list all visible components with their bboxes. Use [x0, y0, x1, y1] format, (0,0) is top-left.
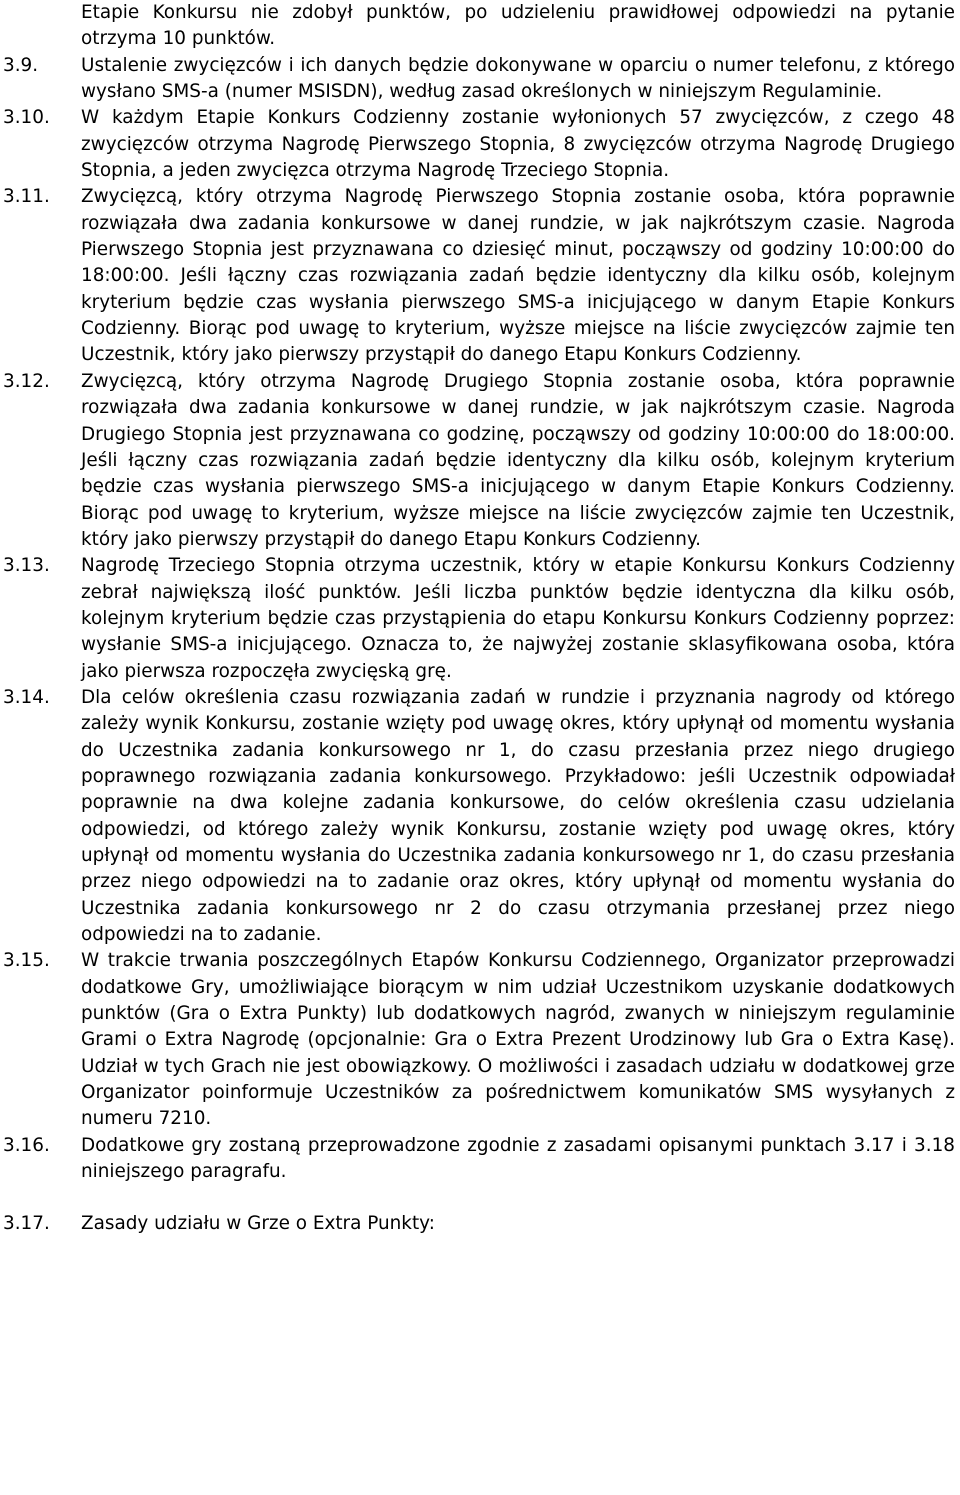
- section-text: Nagrodę Trzeciego Stopnia otrzyma uczestnik, który w etapie Konkursu Konkurs Codzienny zebrał największą ilość punktów. Jeśli liczba punktów będzie identyczna dla kilku osób, kolejnym kryterium będzie czas przystąpienia do etapu Konkursu Konkurs Codzienny poprzez: wysłanie SMS-a inicjującego. Oznacza to, że najwyżej zostanie sklasyfikowana osoba, która jako pierwsza rozpoczęła zwycięską grę.: [81, 555, 955, 682]
- section-number: 3.16.: [3, 1134, 50, 1156]
- paragraph-3-14: [0, 685, 955, 948]
- section-number: 3.10.: [3, 107, 50, 129]
- section-number: 3.12.: [3, 370, 50, 392]
- paragraph-3-10: [0, 105, 955, 184]
- section-number: 3.11.: [3, 186, 50, 208]
- paragraph-3-15: [0, 948, 955, 1132]
- section-number: 3.13.: [3, 555, 50, 577]
- section-text: Ustalenie zwycięzców i ich danych będzie dokonywane w oparciu o numer telefonu, z którego wysłano SMS-a (numer MSISDN), według zasad określonych w niniejszym Regulaminie.: [81, 54, 955, 103]
- section-number: 3.17.: [3, 1213, 50, 1235]
- paragraph-3-17: [0, 1211, 955, 1237]
- section-text: Zasady udziału w Grze o Extra Punkty:: [81, 1213, 435, 1235]
- paragraph-3-13: [0, 553, 955, 685]
- paragraph-3-11: [0, 184, 955, 368]
- section-number: 3.14.: [3, 686, 50, 708]
- blank-line: [0, 1185, 960, 1211]
- section-number: 3.9.: [3, 54, 39, 76]
- paragraph-3-9: [0, 53, 955, 106]
- section-text: Dla celów określenia czasu rozwiązania zadań w rundzie i przyznania nagrody od którego zależy wynik Konkursu, zostanie wzięty pod uwagę okres, który upłynął od momentu wysłania do Uczestnika zadania konkursowego nr 1, do czasu przesłania przez niego drugiego poprawnego rozwiązania zadania konkursowego. Przykładowo: jeśli Uczestnik odpowiadał poprawnie na dwa kolejne zadania konkursowe, do celów określenia czasu udzielania odpowiedzi, od którego zależy wynik Konkursu, zostanie wzięty pod uwagę okres, który upłynął od momentu wysłania do Uczestnika zadania konkursowego nr 1, do czasu przesłania przez niego odpowiedzi na to zadanie oraz okres, który upłynął od momentu wysłania do Uczestnika zadania konkursowego nr 2 do czasu otrzymania przesłanej przez niego odpowiedzi na to zadanie.: [81, 686, 955, 946]
- section-text: Dodatkowe gry zostaną przeprowadzone zgodnie z zasadami opisanymi punktach 3.17 i 3.18 niniejszego paragrafu.: [81, 1134, 955, 1183]
- paragraph-continuation: [0, 0, 955, 53]
- section-text: Zwycięzcą, który otrzyma Nagrodę Pierwszego Stopnia zostanie osoba, która poprawnie rozwiązała dwa zadania konkursowe w danej rundzie, w jak najkrótszym czasie. Nagroda Pierwszego Stopnia jest przyznawana co dziesięć minut, począwszy od godziny 10:00:00 do 18:00:00. Jeśli łączny czas rozwiązania zadań będzie identyczny dla kilku osób, kolejnym kryterium będzie czas wysłania pierwszego SMS-a inicjującego w danym Etapie Konkurs Codzienny. Biorąc pod uwagę to kryterium, wyższe miejsce na liście zwycięzców zajmie ten Uczestnik, który jako pierwszy przystąpił do danego Etapu Konkurs Codzienny.: [81, 186, 955, 366]
- paragraph-3-12: [0, 369, 955, 553]
- section-text: Etapie Konkursu nie zdobył punktów, po udzieleniu prawidłowej odpowiedzi na pytanie otrzyma 10 punktów.: [81, 2, 955, 50]
- paragraph-3-16: [0, 1133, 955, 1186]
- section-text: W trakcie trwania poszczególnych Etapów Konkursu Codziennego, Organizator przeprowadzi dodatkowe Gry, umożliwiające biorącym w nim udział Uczestnikom uzyskanie dodatkowych punktów (Gra o Extra Punkty) lub dodatkowych nagród, zwanych w niniejszym regulaminie Grami o Extra Nagrodę (opcjonalnie: Gra o Extra Prezent Urodzinowy lub Gra o Extra Kasę). Udział w tych Grach nie jest obowiązkowy. O możliwości i zasadach udziału w dodatkowej grze Organizator poinformuje Uczestników za pośrednictwem komunikatów SMS wysyłanych z numeru 7210.: [81, 950, 955, 1130]
- section-text: W każdym Etapie Konkurs Codzienny zostanie wyłonionych 57 zwycięzców, z czego 48 zwycięzców otrzyma Nagrodę Pierwszego Stopnia, 8 zwycięzców otrzyma Nagrodę Drugiego Stopnia, a jeden zwycięzca otrzyma Nagrodę Trzeciego Stopnia.: [81, 107, 955, 182]
- section-number: 3.15.: [3, 950, 50, 972]
- section-text: Zwycięzcą, który otrzyma Nagrodę Drugiego Stopnia zostanie osoba, która poprawnie rozwiązała dwa zadania konkursowe w danej rundzie, w jak najkrótszym czasie. Nagroda Drugiego Stopnia jest przyznawana co godzinę, począwszy od godziny 10:00:00 do 18:00:00. Jeśli łączny czas rozwiązania zadań będzie identyczny dla kilku osób, kolejnym kryterium będzie czas wysłania pierwszego SMS-a inicjującego w danym Etapie Konkurs Codzienny. Biorąc pod uwagę to kryterium, wyższe miejsce na liście zwycięzców zajmie ten Uczestnik, który jako pierwszy przystąpił do danego Etapu Konkurs Codzienny.: [81, 370, 955, 550]
